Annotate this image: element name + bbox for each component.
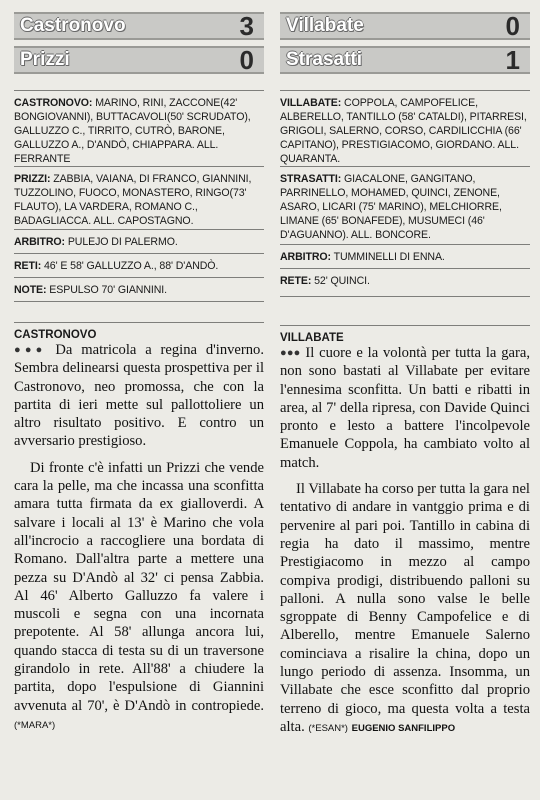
castronovo-prizzi-column — [14, 0, 264, 735]
article-paragraph: Di fronte c'è infatti un Prizzi che vende cara la pelle, ma che incassa una sconfitta amara tutta firmata da ex gialloverdi. A salvare i locali al 13' è Marino che vola all'incrocio a raccogliere una bordata di Romano. Dall'altra parte a mettere una pezza su D'Andò al 32' ci pensa Zabbia. Al 46' Alberto Galluzzo fa valere i muscoli e segna con una incornata prepotente. Al 58' allunga ancora lui, quando stacca di testa su di un traversone girandolo in rete. All'88' a chiudere la partita, dopo l'espulsione di Giannini avvenuta al 70', è D'Andò in contropiede. (*MARA*) — [14, 459, 264, 731]
match-info-box — [14, 90, 264, 302]
referee-label: ARBITRO: — [14, 236, 65, 248]
notes-text: ESPULSO 70' GIANNINI. — [46, 284, 167, 296]
bullet-marker: ●●● — [280, 347, 301, 359]
team-name: Strasatti — [286, 49, 363, 70]
article-author: EUGENIO SANFILIPPO — [351, 722, 456, 734]
score-bar-away — [280, 46, 530, 74]
referee-text: TUMMINELLI DI ENNA. — [330, 251, 445, 263]
match-info-box — [280, 90, 530, 297]
team-name: Villabate — [286, 15, 364, 36]
article-signature: (*ESAN*) — [308, 722, 348, 734]
article-paragraph: ●●● Il cuore e la volontà per tutta la gara, non sono bastati al Villabate per evitare l'ennesima sconfitta. Un batti e ribatti in area, al 7' della ripresa, con Davide Quinci pronto e lesto a battere l'incolpevole Emanuele Coppola, ha cambiato volto al match. — [280, 345, 530, 471]
lineup-home — [280, 90, 530, 167]
lineup-label: STRASATTI: — [280, 173, 342, 185]
article-body — [280, 344, 530, 738]
lineup-text: ZABBIA, VAIANA, DI FRANCO, GIANNINI, TUZZOLINO, FUOCO, MONASTERO, RINGO(73' FLAUTO), LA VARDERA, ROMANO C., BADAGLIACCA. ALL. CAPOSTAGNO. — [14, 173, 252, 227]
referee — [14, 230, 264, 254]
goals-info — [280, 269, 530, 297]
goals-info — [14, 254, 264, 278]
lineup-text: MARINO, RINI, ZACCONE(42' BONGIOVANNI), BUTTACAVOLI(50' SCRUDATO), GALLUZZO C., TIRRITO, CUTRÒ, BARONE, GALLUZZO A., D'ANDÒ, CHIAPPARA. ALL. FERRANTE — [14, 97, 251, 165]
referee-text: PULEJO DI PALERMO. — [64, 236, 178, 248]
goals-label: RETI: — [14, 260, 42, 272]
goals-text: 52' QUINCI. — [311, 275, 370, 287]
lineup-label: PRIZZI: — [14, 173, 51, 185]
lineup-away — [14, 167, 264, 230]
lineup-text: COPPOLA, CAMPOFELICE, ALBERELLO, TANTILLO (58' CATALDI), PITARRESI, GRIGOLI, SALERNO, CORSO, CARDILICCHIA (66' CAPITANO), PRESTIGIACOMO, GIORDANO. ALL. QUARANTA. — [280, 97, 527, 165]
lineup-label: CASTRONOVO: — [14, 97, 93, 109]
goals-text: 46' E 58' GALLUZZO A., 88' D'ANDÒ. — [41, 260, 219, 272]
referee — [280, 245, 530, 269]
team-score: 0 — [239, 44, 254, 75]
score-bar-home — [14, 12, 264, 40]
team-score: 0 — [505, 10, 520, 41]
lineup-home — [14, 90, 264, 167]
lineup-away — [280, 167, 530, 245]
score-bar-away — [14, 46, 264, 74]
score-bar-home — [280, 12, 530, 40]
article-paragraph: ●●● Da matricola a regina d'inverno. Sembra delinearsi questa prospettiva per il Castronovo, neo promossa, che con la partita di ieri mette sul pallottoliere un altro risultato positivo. E contro un avversario prestigioso. — [14, 342, 264, 450]
lineup-label: VILLABATE: — [280, 97, 342, 109]
team-name: Prizzi — [20, 49, 70, 70]
article-paragraph: Il Villabate ha corso per tutta la gara nel tentativo di andare in vantggio prima e di pervenire al pari poi. Tantillo in cabina di regia ha dato il massimo, mentre Prestigiacomo in mezzo al campo compiva prodigi, distribuendo palloni su palloni. A nulla sono valse le belle sgroppate di Benny Campofelice e di Alberello, mentre Emanuele Salerno cominciava a risalire la china, dopo un lungo periodo di assenza. Insomma, un Villabate che esce sconfitto dal proprio terreno di gioco, ma questa volta a testa alta. (*ESAN*) EUGENIO SANFILIPPO — [280, 481, 530, 735]
article-body — [14, 341, 264, 735]
villabate-strasatti-column — [280, 0, 530, 738]
team-score: 3 — [239, 10, 254, 41]
bullet-marker: ●●● — [14, 344, 47, 356]
article-signature: (*MARA*) — [14, 719, 56, 731]
notes-label: NOTE: — [14, 284, 47, 296]
notes — [14, 278, 264, 302]
article-dateline: CASTRONOVO — [14, 322, 264, 341]
goals-label: RETE: — [280, 275, 312, 287]
referee-label: ARBITRO: — [280, 251, 331, 263]
lineup-text: GIACALONE, GANGITANO, PARRINELLO, MOHAMED, QUINCI, ZENONE, ASARO, LICARI (75' MARINO), MELCHIORRE, LIMANE (65' BONAFEDE), MUSUMECI (46' D'AGUANNO). ALL. BONCORE. — [280, 173, 502, 241]
team-score: 1 — [505, 44, 520, 75]
team-name: Castronovo — [20, 15, 126, 36]
article-dateline: VILLABATE — [280, 325, 530, 344]
